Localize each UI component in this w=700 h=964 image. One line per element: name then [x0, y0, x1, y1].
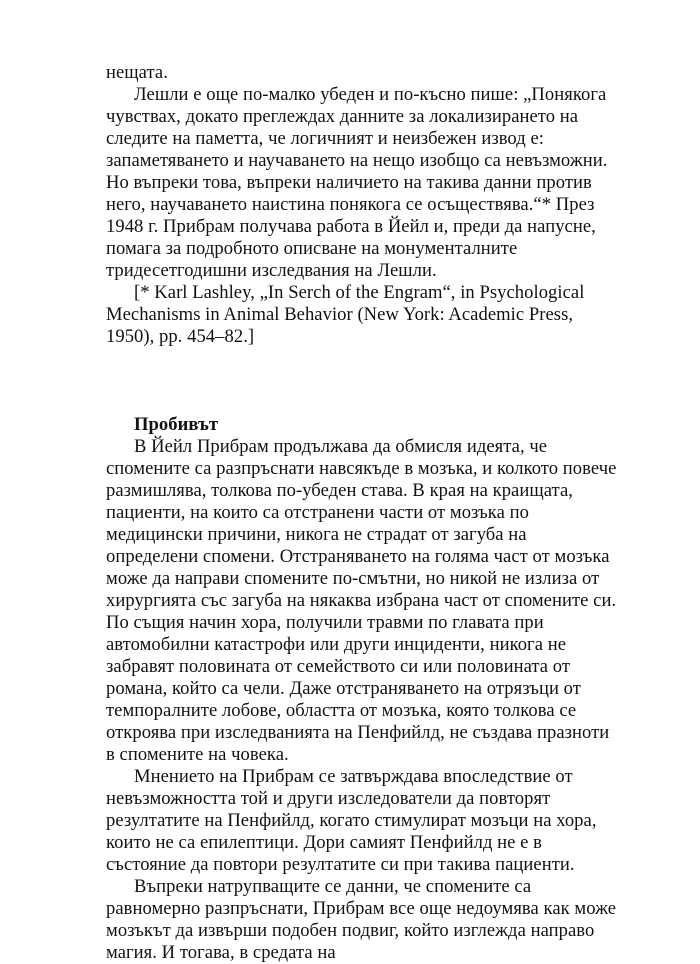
- section-heading: Пробивът: [134, 414, 219, 435]
- paragraph-lashley-quote: Лешли е още по-малко убеден и по-късно пише: „Понякога чувствах, докато преглеждах данните за локализирането на следите на паметта, че логичният и неизбежен извод е: запаметяването и научаването на нещо изобщо са невъзможни. Но въпреки това, въпреки наличието на такива данни против него, научаването наистина понякога се осъществява.“* През 1948 г. Прибрам получава работа в Йейл и, преди да напусне, помага за подробното описване на монументалните тридесетгодишни изследвания на Лешли.: [106, 84, 608, 281]
- paragraph-continuation: нещата.: [106, 62, 168, 83]
- paragraph-accumulating-data: Въпреки натрупващите се данни, че спомените са равномерно разпръснати, Прибрам все още недоумява как може мозъкът да извърши подобен подвиг, който изглежда направо магия. И тогава, в средата на: [106, 876, 617, 963]
- paragraph-pribram-opinion: Мнението на Прибрам се затвърждава впоследствие от невъзможността той и други изследователи да повторят резултатите на Пенфийлд, когато стимулират мозъци на хора, които не са епилептици. Дори самият Пенфийлд не е в състояние да повтори резултатите си при такива пациенти.: [106, 766, 597, 875]
- section-spacer: [106, 348, 620, 414]
- paragraph-yale: В Йейл Прибрам продължава да обмисля идеята, че спомените са разпръснати навсякъде в мозъка, и колкото повече размишлява, толкова по-убеден става. В края на краищата, пациенти, на които са отстранени части от мозъка по медицински причини, никога не страдат от загуба на определени спомени. Отстраняването на голяма част от мозъка може да направи спомените по-смътни, но никой не излиза от хирургията със загуба на някаква избрана част от спомените си. По същия начин хора, получили травми по главата при автомобилни катастрофи или други инциденти, никога не забравят половината от семейството си или половината от романа, който са чели. Даже отстраняването на отрязъци от темпоралните лобове, областта от мозъка, която толкова се откроява при изследванията на Пенфийлд, не създава празноти в спомените на човека.: [106, 436, 617, 765]
- footnote-lashley: [* Karl Lashley, „In Serch of the Engram“, in Psychological Mechanisms in Animal Behavior (New York: Academic Press, 1950), pp. 454–82.]: [106, 282, 585, 347]
